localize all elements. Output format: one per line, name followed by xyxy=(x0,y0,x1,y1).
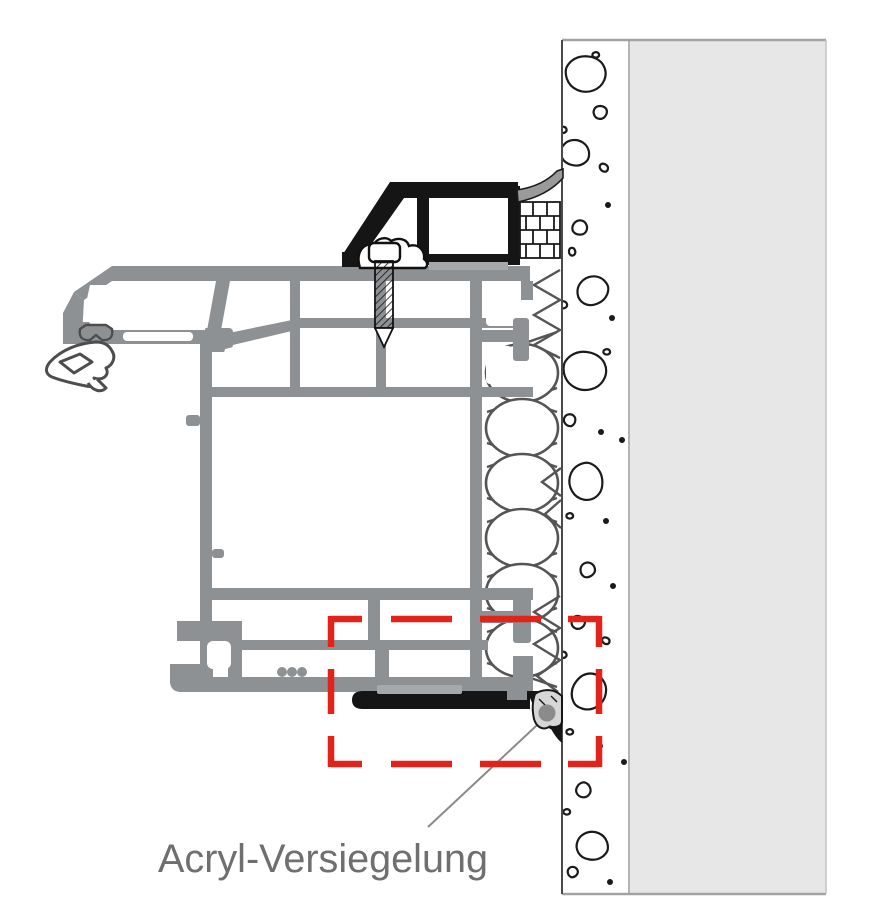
screw-head xyxy=(369,243,400,262)
frame-bottom-bar xyxy=(170,677,533,692)
sealant-label: Acryl-Versiegelung xyxy=(158,837,488,881)
seal-inset-strip xyxy=(377,685,462,694)
sealant-fillet xyxy=(549,723,562,743)
bracket-box-chamber xyxy=(429,198,508,254)
frame-right-wall xyxy=(470,281,482,692)
acrylic-sealant xyxy=(533,690,562,743)
frame-gasket xyxy=(46,325,113,391)
window-frame-profile xyxy=(63,266,533,692)
frame-bottom-tab xyxy=(507,679,527,700)
sealing-tape-swoosh xyxy=(517,169,563,202)
insulation-zigzag-top xyxy=(534,270,560,358)
sealant-bead xyxy=(539,705,556,722)
masonry-hatch xyxy=(520,202,560,258)
leader-line xyxy=(428,713,550,827)
screw-shank xyxy=(375,261,393,328)
frame-main-chamber xyxy=(216,400,466,585)
plaster-panel xyxy=(630,40,826,895)
